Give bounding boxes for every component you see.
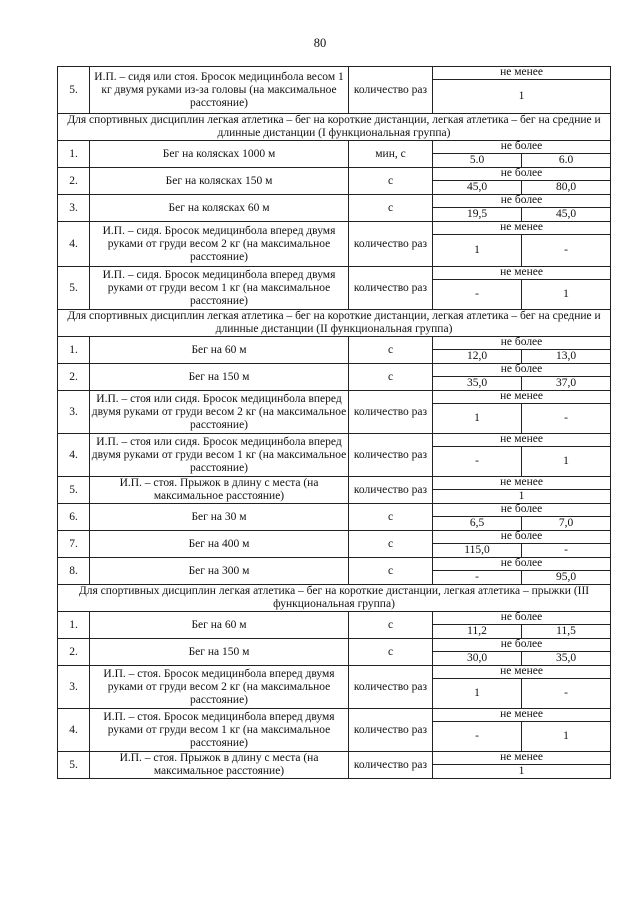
row-number: 2. — [58, 639, 90, 666]
row-number: 2. — [58, 364, 90, 391]
unit: с — [349, 639, 433, 666]
unit: количество раз — [349, 752, 433, 779]
group-title: Для спортивных дисциплин легкая атлетика – бег на короткие дистанции, легкая атлетика – прыжки (III функциональная группа) — [58, 585, 611, 612]
condition-max: не более — [433, 558, 611, 571]
condition-min: не менее — [433, 709, 611, 722]
exercise-name: И.П. – сидя. Бросок медицинбола вперед двумя руками от груди весом 1 кг (на максимальное расстояние) — [90, 267, 349, 310]
norm-value-b: - — [522, 235, 611, 267]
exercise-name: Бег на 400 м — [90, 531, 349, 558]
exercise-name: И.П. – сидя. Бросок медицинбола вперед двумя руками от груди весом 2 кг (на максимальное расстояние) — [90, 222, 349, 267]
row-number: 1. — [58, 141, 90, 168]
norm-value-a: - — [433, 280, 522, 310]
unit: количество раз — [349, 222, 433, 267]
norm-value-b: 37,0 — [522, 377, 611, 391]
exercise-name: И.П. – стоя. Бросок медицинбола вперед двумя руками от груди весом 2 кг (на максимальное расстояние) — [90, 666, 349, 709]
exercise-name: И.П. – сидя или стоя. Бросок медицинбола весом 1 кг двумя руками из-за головы (на максимальное расстояние) — [90, 67, 349, 114]
unit: с — [349, 504, 433, 531]
row-number: 6. — [58, 504, 90, 531]
norm-value-a: - — [433, 571, 522, 585]
norm-value-a: 12,0 — [433, 350, 522, 364]
exercise-name: Бег на 150 м — [90, 364, 349, 391]
condition-min: не менее — [433, 391, 611, 404]
unit: количество раз — [349, 434, 433, 477]
row-number: 5. — [58, 752, 90, 779]
exercise-name: Бег на колясках 150 м — [90, 168, 349, 195]
exercise-name: Бег на 60 м — [90, 337, 349, 364]
norm-value-a: 35,0 — [433, 377, 522, 391]
table-row — [58, 67, 611, 80]
norm-value-b: 1 — [522, 447, 611, 477]
unit: количество раз — [349, 67, 433, 114]
norm-value-b: 13,0 — [522, 350, 611, 364]
exercise-name: Бег на 60 м — [90, 612, 349, 639]
norm-value: 1 — [433, 765, 611, 779]
norm-value-a: 5.0 — [433, 154, 522, 168]
condition-max: не более — [433, 612, 611, 625]
exercise-name: И.П. – стоя. Прыжок в длину с места (на максимальное расстояние) — [90, 477, 349, 504]
norm-value-a: 11,2 — [433, 625, 522, 639]
unit: количество раз — [349, 666, 433, 709]
norm-value: 1 — [433, 490, 611, 504]
condition-min: не менее — [433, 666, 611, 679]
row-number: 8. — [58, 558, 90, 585]
condition-min: не менее — [433, 222, 611, 235]
unit: количество раз — [349, 477, 433, 504]
norm-value-a: 1 — [433, 235, 522, 267]
row-number: 3. — [58, 195, 90, 222]
exercise-name: Бег на колясках 1000 м — [90, 141, 349, 168]
norm-value-a: - — [433, 722, 522, 752]
norm-value-a: 1 — [433, 404, 522, 434]
norm-value-b: - — [522, 679, 611, 709]
row-number: 3. — [58, 391, 90, 434]
norm-value-a: 1 — [433, 679, 522, 709]
exercise-name: Бег на колясках 60 м — [90, 195, 349, 222]
exercise-name: И.П. – стоя или сидя. Бросок медицинбола вперед двумя руками от груди весом 1 кг (на максимальное расстояние) — [90, 434, 349, 477]
unit: с — [349, 558, 433, 585]
row-number: 4. — [58, 434, 90, 477]
row-number: 4. — [58, 222, 90, 267]
norm-value: 1 — [433, 80, 611, 114]
norm-value-b: 35,0 — [522, 652, 611, 666]
row-number: 5. — [58, 477, 90, 504]
unit: с — [349, 364, 433, 391]
norm-value-b: 6.0 — [522, 154, 611, 168]
row-number: 2. — [58, 168, 90, 195]
condition-min: не менее — [433, 477, 611, 490]
condition-max: не более — [433, 504, 611, 517]
condition-max: не более — [433, 168, 611, 181]
norm-value-a: 30,0 — [433, 652, 522, 666]
unit: количество раз — [349, 267, 433, 310]
norm-value-b: 1 — [522, 722, 611, 752]
exercise-name: Бег на 150 м — [90, 639, 349, 666]
condition-min: не менее — [433, 67, 611, 80]
page-number: 80 — [313, 36, 327, 50]
norm-value-b: 1 — [522, 280, 611, 310]
row-number: 3. — [58, 666, 90, 709]
unit: с — [349, 168, 433, 195]
norm-value-b: 95,0 — [522, 571, 611, 585]
norm-value-a: 19,5 — [433, 208, 522, 222]
norm-value-b: 80,0 — [522, 181, 611, 195]
norm-value-b: 45,0 — [522, 208, 611, 222]
row-number: 5. — [58, 267, 90, 310]
group-title: Для спортивных дисциплин легкая атлетика – бег на короткие дистанции, легкая атлетика – бег на средние и длинные дистанции (II функциональная группа) — [58, 310, 611, 337]
unit: с — [349, 337, 433, 364]
condition-min: не менее — [433, 752, 611, 765]
norm-value-a: 6,5 — [433, 517, 522, 531]
exercise-name: И.П. – стоя. Прыжок в длину с места (на максимальное расстояние) — [90, 752, 349, 779]
group-header — [58, 585, 611, 612]
row-number: 4. — [58, 709, 90, 752]
exercise-name: Бег на 300 м — [90, 558, 349, 585]
exercise-name: И.П. – стоя. Бросок медицинбола вперед двумя руками от груди весом 1 кг (на максимальное расстояние) — [90, 709, 349, 752]
norm-value-b: 7,0 — [522, 517, 611, 531]
row-number: 1. — [58, 612, 90, 639]
condition-max: не более — [433, 639, 611, 652]
unit: количество раз — [349, 709, 433, 752]
exercise-name: И.П. – стоя или сидя. Бросок медицинбола вперед двумя руками от груди весом 2 кг (на максимальное расстояние) — [90, 391, 349, 434]
unit: с — [349, 612, 433, 639]
norm-value-a: 45,0 — [433, 181, 522, 195]
exercise-name: Бег на 30 м — [90, 504, 349, 531]
condition-min: не менее — [433, 434, 611, 447]
group-title: Для спортивных дисциплин легкая атлетика – бег на короткие дистанции, легкая атлетика – бег на средние и длинные дистанции (I функциональная группа) — [58, 114, 611, 141]
norm-value-b: 11,5 — [522, 625, 611, 639]
norm-value-b: - — [522, 404, 611, 434]
condition-max: не более — [433, 364, 611, 377]
standards-table — [57, 66, 611, 779]
condition-max: не более — [433, 195, 611, 208]
unit: с — [349, 531, 433, 558]
group-header — [58, 310, 611, 337]
condition-min: не менее — [433, 267, 611, 280]
row-number: 5. — [58, 67, 90, 114]
row-number: 1. — [58, 337, 90, 364]
condition-max: не более — [433, 531, 611, 544]
condition-max: не более — [433, 141, 611, 154]
unit: количество раз — [349, 391, 433, 434]
row-number: 7. — [58, 531, 90, 558]
norm-value-a: - — [433, 447, 522, 477]
norm-value-b: - — [522, 544, 611, 558]
unit: с — [349, 195, 433, 222]
unit: мин, с — [349, 141, 433, 168]
group-header — [58, 114, 611, 141]
condition-max: не более — [433, 337, 611, 350]
norm-value-a: 115,0 — [433, 544, 522, 558]
